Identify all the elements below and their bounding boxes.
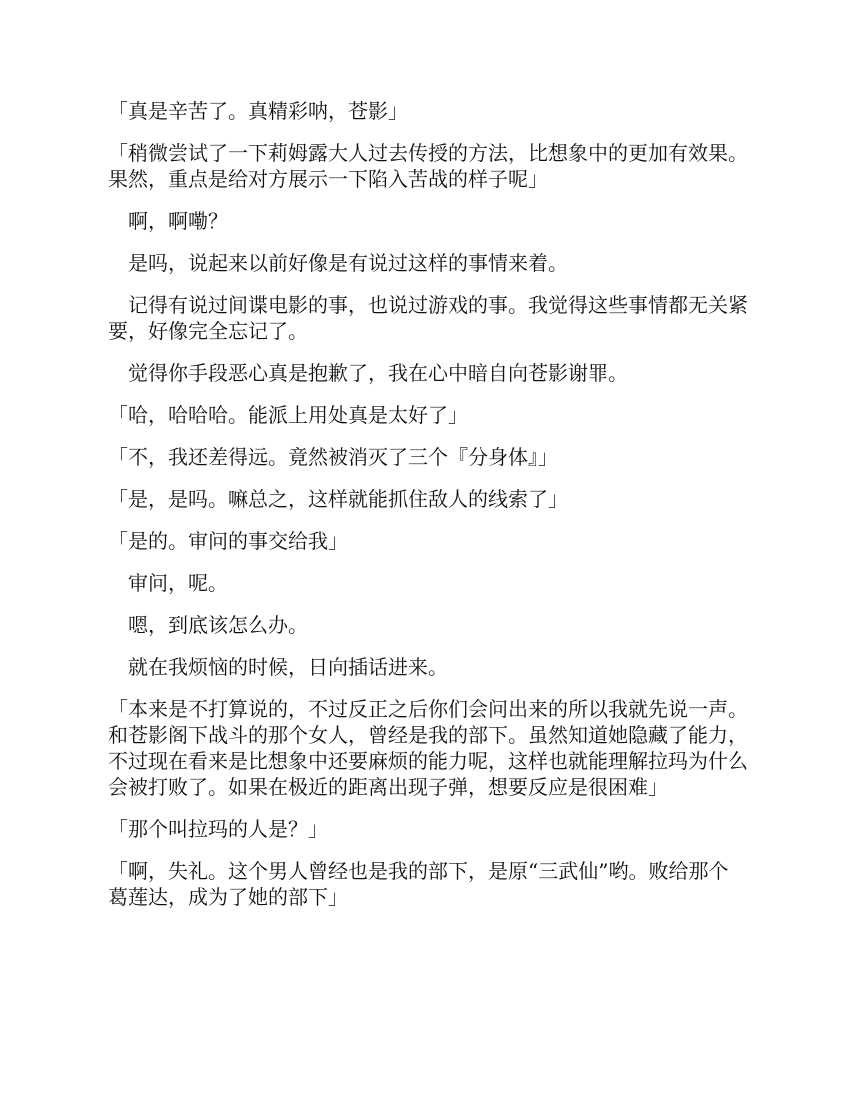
paragraph: 「真是辛苦了。真精彩呐，苍影」: [108, 99, 408, 123]
paragraph: 「不，我还差得远。竟然被消灭了三个『分身体』」: [108, 445, 558, 469]
paragraph: 「本来是不打算说的，不过反正之后你们会问出来的所以我就先说一声。和苍影阁下战斗的那个女人，曾经是我的部下。虽然知道她隐藏了能力，不过现在看来是比想象中还要麻烦的能力呢，这样也就能理解拉玛为什么会被打败了。如果在极近的距离出现子弹，想要反应是很困难」: [108, 697, 748, 799]
paragraph: 啊，啊嘞？: [128, 209, 228, 233]
paragraph: 「哈，哈哈哈。能派上用处真是太好了」: [108, 403, 468, 427]
paragraph: 「是，是吗。嘛总之，这样就能抓住敌人的线索了」: [108, 487, 568, 511]
paragraph: 审问，呢。: [128, 571, 228, 595]
paragraph: 就在我烦恼的时候，日向插话进来。: [128, 655, 448, 679]
paragraph: 是吗，说起来以前好像是有说过这样的事情来着。: [128, 251, 568, 275]
paragraph: 「是的。审问的事交给我」: [108, 529, 348, 553]
paragraph: 记得有说过间谍电影的事，也说过游戏的事。我觉得这些事情都无关紧要，好像完全忘记了。: [108, 293, 748, 343]
paragraph: 「啊，失礼。这个男人曾经也是我的部下，是原“三武仙”哟。败给那个葛莲达，成为了她的部下」: [108, 859, 729, 909]
paragraph: 「稍微尝试了一下莉姆露大人过去传授的方法，比想象中的更加有效果。果然，重点是给对方展示一下陷入苦战的样子呢」: [108, 141, 748, 191]
document-body: [108, 98, 748, 926]
paragraph: 觉得你手段恶心真是抱歉了，我在心中暗自向苍影谢罪。: [128, 361, 628, 385]
paragraph: 「那个叫拉玛的人是？」: [108, 817, 328, 841]
paragraph: 嗯，到底该怎么办。: [128, 613, 308, 637]
